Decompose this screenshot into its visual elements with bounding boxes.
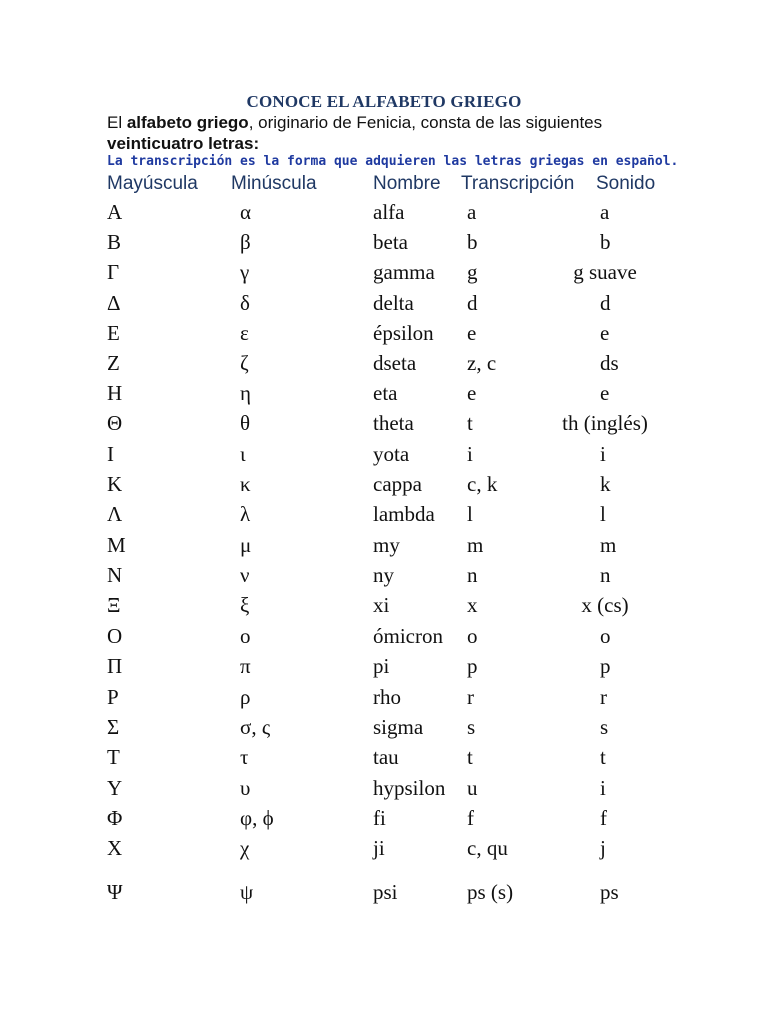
lowercase-letter: φ, ϕ [240,806,274,830]
letter-sound: a [600,200,610,224]
letter-transcription: i [467,442,473,466]
letter-sound: o [600,624,611,648]
letter-sound: e [600,381,610,405]
header-name: Nombre [373,173,441,194]
table-row [0,530,768,560]
lowercase-letter: ι [240,442,246,466]
letter-sound: g suave [573,260,637,284]
table-row [0,439,768,469]
letter-transcription: s [467,715,476,739]
letter-sound: k [600,472,611,496]
header-sound: Sonido [596,173,656,194]
uppercase-letter: Ψ [107,880,123,904]
table-row [0,682,768,712]
letter-name: rho [373,685,401,709]
letter-sound: th (inglés) [562,411,648,435]
uppercase-letter: Ζ [107,351,120,375]
letter-transcription: d [467,291,478,315]
table-row [0,621,768,651]
letter-transcription: n [467,563,478,587]
letter-sound: t [600,745,606,769]
letter-name: hypsilon [373,776,446,800]
uppercase-letter: Τ [107,745,120,769]
table-row [0,877,768,907]
letter-sound: s [600,715,609,739]
uppercase-letter: Δ [107,291,121,315]
uppercase-letter: Κ [107,472,123,496]
table-row [0,712,768,742]
header-transcription: Transcripción [461,173,575,194]
uppercase-letter: Ε [107,321,120,345]
letter-transcription: c, qu [467,836,508,860]
table-row [0,469,768,499]
letter-transcription: t [467,745,473,769]
letter-transcription: c, k [467,472,498,496]
document-title: CONOCE EL ALFABETO GRIEGO [246,92,522,111]
uppercase-letter: Π [107,654,123,678]
letter-transcription: o [467,624,478,648]
lowercase-letter: σ, ς [240,715,271,739]
letter-sound: n [600,563,611,587]
table-row [0,348,768,378]
letter-sound: l [600,502,606,526]
letter-sound: x (cs) [581,593,629,617]
letter-name: ny [373,563,394,587]
letter-name: tau [373,745,399,769]
uppercase-letter: Λ [107,502,123,526]
letter-transcription: e [467,381,477,405]
uppercase-letter: Χ [107,836,123,860]
lowercase-letter: γ [240,260,250,284]
letter-sound: p [600,654,611,678]
intro-bold-2: veinticuatro letras: [107,134,260,153]
intro-paragraph [107,112,667,154]
letter-transcription: f [467,806,474,830]
letter-sound: i [600,776,606,800]
lowercase-letter: κ [240,472,251,496]
letter-name: xi [373,593,390,617]
uppercase-letter: Σ [107,715,120,739]
letter-sound: i [600,442,606,466]
lowercase-letter: θ [240,411,251,435]
table-row [0,590,768,620]
letter-transcription: r [467,685,474,709]
letter-name: dseta [373,351,417,375]
table-row [0,227,768,257]
table-row [0,257,768,287]
letter-name: beta [373,230,408,254]
letter-name: fi [373,806,386,830]
letter-transcription: g [467,260,478,284]
letter-name: sigma [373,715,424,739]
uppercase-letter: Μ [107,533,126,557]
table-row [0,651,768,681]
letter-name: pi [373,654,390,678]
letter-transcription: m [467,533,484,557]
letter-name: lambda [373,502,435,526]
letter-sound: r [600,685,607,709]
intro-text-2: , originario de Fenicia, consta de las siguientes [248,113,603,132]
table-row [0,560,768,590]
uppercase-letter: Ξ [107,593,121,617]
lowercase-letter: ζ [240,351,249,375]
uppercase-letter: Α [107,200,123,224]
letter-name: eta [373,381,398,405]
lowercase-letter: υ [240,776,251,800]
lowercase-letter: μ [240,533,252,557]
uppercase-letter: Φ [107,806,123,830]
table-row [0,499,768,529]
table-row [0,288,768,318]
letter-sound: ds [600,351,619,375]
letter-name: ómicron [373,624,443,648]
letter-name: yota [373,442,410,466]
letter-transcription: l [467,502,473,526]
letter-transcription: p [467,654,478,678]
letter-name: my [373,533,400,557]
intro-bold-1: alfabeto griego [126,113,249,132]
letter-name: alfa [373,200,405,224]
uppercase-letter: Β [107,230,122,254]
uppercase-letter: Γ [107,260,120,284]
uppercase-letter: Ο [107,624,123,648]
header-uppercase: Mayúscula [107,173,198,194]
letter-name: épsilon [373,321,434,345]
letter-sound: m [600,533,617,557]
letter-transcription: a [467,200,477,224]
lowercase-letter: ο [240,624,251,648]
lowercase-letter: δ [240,291,250,315]
table-row [0,318,768,348]
letter-name: gamma [373,260,435,284]
letter-transcription: x [467,593,478,617]
letter-transcription: ps (s) [467,880,514,904]
letter-sound: d [600,291,611,315]
letter-sound: ps [600,880,619,904]
letter-name: theta [373,411,414,435]
letter-transcription: z, c [467,351,497,375]
table-row [0,408,768,438]
lowercase-letter: τ [240,745,249,769]
letter-name: delta [373,291,414,315]
letter-transcription: b [467,230,478,254]
lowercase-letter: β [240,230,251,254]
lowercase-letter: ρ [240,685,251,709]
lowercase-letter: λ [240,502,251,526]
lowercase-letter: ν [240,563,250,587]
letter-name: psi [373,880,398,904]
letter-sound: f [600,806,607,830]
letter-sound: j [600,836,606,860]
transcription-note: La transcripción es la forma que adquieren las letras griegas en español. [107,154,679,169]
letter-sound: e [600,321,610,345]
table-row [0,197,768,227]
letter-transcription: u [467,776,478,800]
uppercase-letter: Ν [107,563,123,587]
table-row [0,833,768,863]
table-row [0,803,768,833]
letter-transcription: e [467,321,477,345]
table-row [0,742,768,772]
letter-name: ji [373,836,385,860]
uppercase-letter: Θ [107,411,123,435]
letter-name: cappa [373,472,422,496]
letter-transcription: t [467,411,473,435]
letter-sound: b [600,230,611,254]
lowercase-letter: ξ [240,593,250,617]
table-row [0,773,768,803]
header-lowercase: Minúscula [231,173,317,194]
lowercase-letter: π [240,654,251,678]
lowercase-letter: η [240,381,251,405]
lowercase-letter: ψ [240,880,254,904]
lowercase-letter: ε [240,321,249,345]
uppercase-letter: Ρ [107,685,119,709]
lowercase-letter: α [240,200,252,224]
uppercase-letter: Η [107,381,123,405]
intro-text-1: El [107,113,127,132]
uppercase-letter: Υ [107,776,123,800]
lowercase-letter: χ [240,836,250,860]
uppercase-letter: Ι [107,442,114,466]
table-row [0,378,768,408]
